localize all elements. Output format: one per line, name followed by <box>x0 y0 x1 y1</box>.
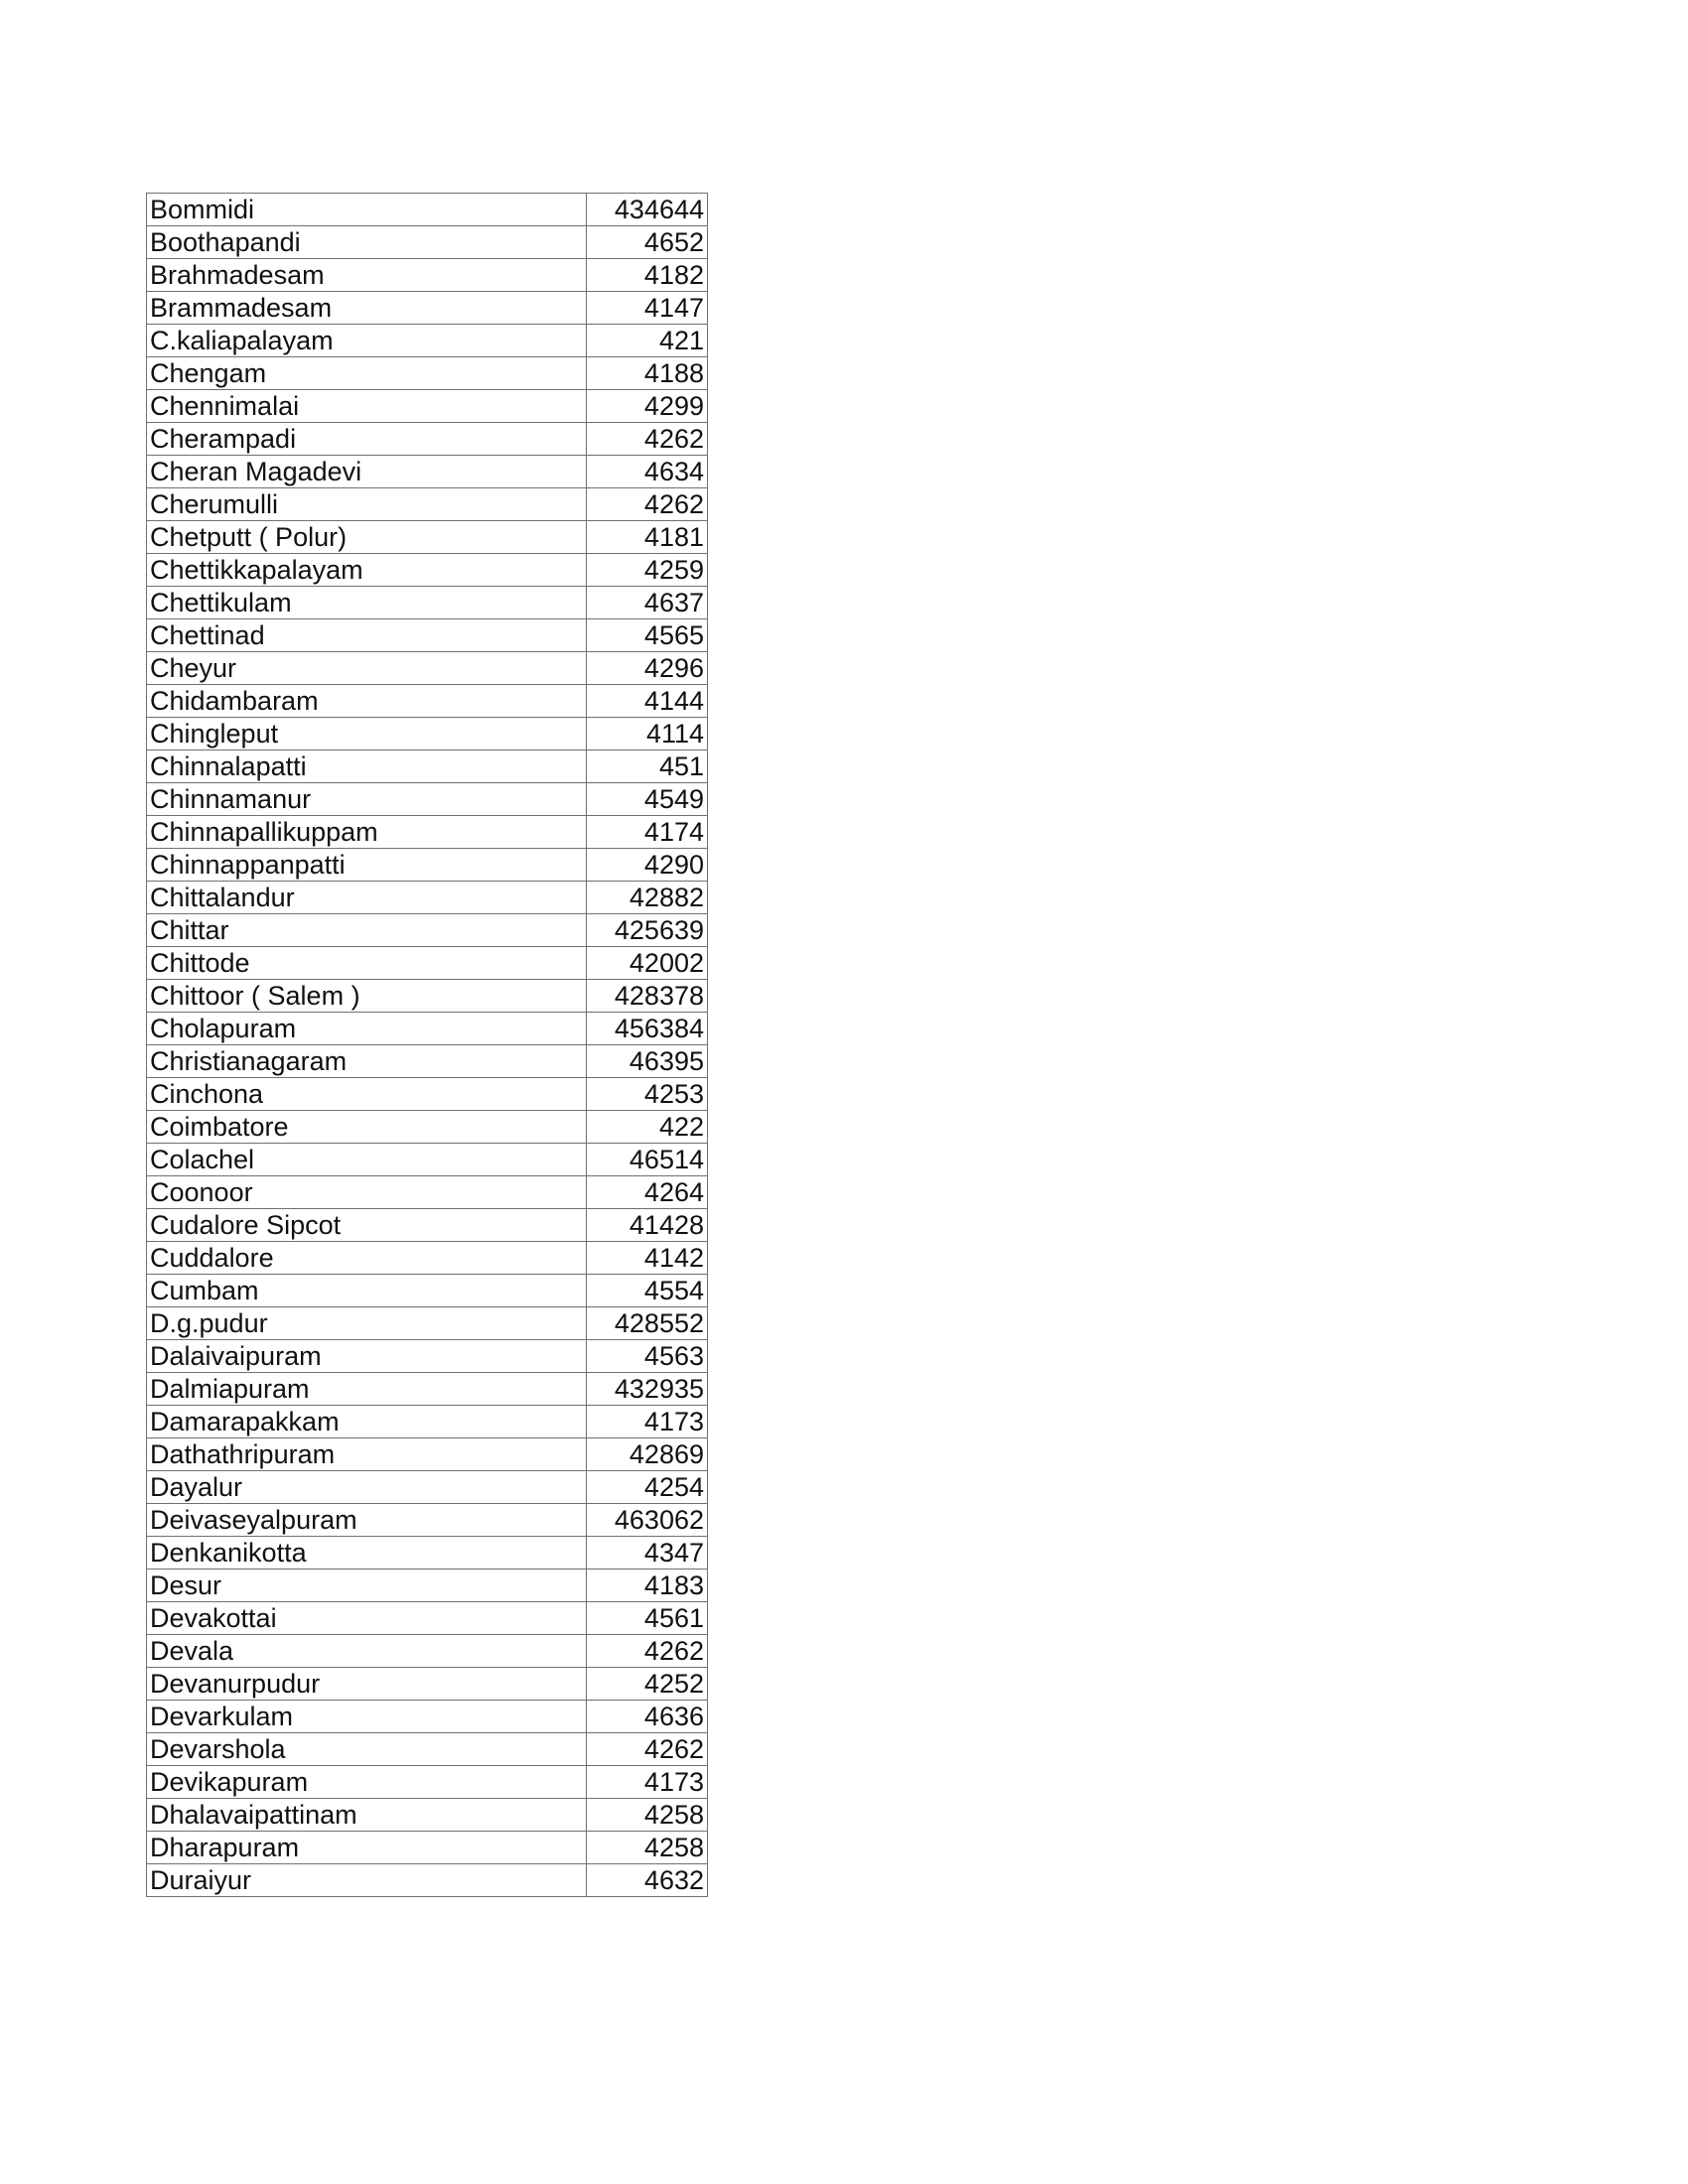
table-row <box>147 1504 708 1537</box>
code-value-cell: 4296 <box>587 652 708 685</box>
place-name-cell: Devanurpudur <box>147 1668 587 1701</box>
code-value-cell: 42882 <box>587 882 708 914</box>
code-value-cell: 451 <box>587 751 708 783</box>
code-value-cell: 4174 <box>587 816 708 849</box>
table-row <box>147 816 708 849</box>
place-name-cell: Chittar <box>147 914 587 947</box>
code-value-cell: 4632 <box>587 1864 708 1897</box>
code-value-cell: 42869 <box>587 1438 708 1471</box>
table-row <box>147 1471 708 1504</box>
table-row <box>147 1635 708 1668</box>
code-value-cell: 4549 <box>587 783 708 816</box>
place-name-cell: Devala <box>147 1635 587 1668</box>
code-value-cell: 4253 <box>587 1078 708 1111</box>
table-row <box>147 194 708 226</box>
code-value-cell: 4252 <box>587 1668 708 1701</box>
table-row <box>147 849 708 882</box>
table-row <box>147 1111 708 1144</box>
code-value-cell: 4188 <box>587 357 708 390</box>
place-name-cell: Chetputt ( Polur) <box>147 521 587 554</box>
code-value-cell: 4262 <box>587 488 708 521</box>
code-value-cell: 4254 <box>587 1471 708 1504</box>
place-name-cell: Dathathripuram <box>147 1438 587 1471</box>
code-value-cell: 4258 <box>587 1799 708 1832</box>
place-name-cell: Cudalore Sipcot <box>147 1209 587 1242</box>
place-name-cell: Cherumulli <box>147 488 587 521</box>
table-row <box>147 783 708 816</box>
place-name-cell: Devarshola <box>147 1733 587 1766</box>
place-name-cell: Chettikkapalayam <box>147 554 587 587</box>
table-row <box>147 1176 708 1209</box>
place-name-cell: Chingleput <box>147 718 587 751</box>
table-row <box>147 1045 708 1078</box>
table-row <box>147 685 708 718</box>
table-row <box>147 1799 708 1832</box>
place-name-cell: Duraiyur <box>147 1864 587 1897</box>
table-row <box>147 1307 708 1340</box>
code-value-cell: 4554 <box>587 1275 708 1307</box>
place-name-cell: Chidambaram <box>147 685 587 718</box>
code-value-cell: 4258 <box>587 1832 708 1864</box>
table-row <box>147 1602 708 1635</box>
place-name-cell: Devikapuram <box>147 1766 587 1799</box>
place-name-cell: Deivaseyalpuram <box>147 1504 587 1537</box>
place-name-cell: D.g.pudur <box>147 1307 587 1340</box>
place-name-cell: Cuddalore <box>147 1242 587 1275</box>
code-value-cell: 4114 <box>587 718 708 751</box>
table-row <box>147 1438 708 1471</box>
table-row <box>147 652 708 685</box>
table-row <box>147 488 708 521</box>
table-row <box>147 521 708 554</box>
place-name-cell: Boothapandi <box>147 226 587 259</box>
table-row <box>147 456 708 488</box>
place-name-cell: Coimbatore <box>147 1111 587 1144</box>
place-name-cell: Chinnalapatti <box>147 751 587 783</box>
place-name-cell: Cumbam <box>147 1275 587 1307</box>
table-row <box>147 1570 708 1602</box>
code-value-cell: 4142 <box>587 1242 708 1275</box>
place-name-cell: Damarapakkam <box>147 1406 587 1438</box>
code-value-cell: 428552 <box>587 1307 708 1340</box>
table-row <box>147 1340 708 1373</box>
place-name-cell: Brahmadesam <box>147 259 587 292</box>
place-name-cell: Chittalandur <box>147 882 587 914</box>
code-value-cell: 432935 <box>587 1373 708 1406</box>
table-row <box>147 587 708 619</box>
code-value-cell: 4173 <box>587 1406 708 1438</box>
code-value-cell: 4347 <box>587 1537 708 1570</box>
table-row <box>147 1733 708 1766</box>
table-row <box>147 259 708 292</box>
code-value-cell: 4636 <box>587 1701 708 1733</box>
code-value-cell: 4290 <box>587 849 708 882</box>
code-value-cell: 46395 <box>587 1045 708 1078</box>
place-name-cell: C.kaliapalayam <box>147 325 587 357</box>
place-name-cell: Desur <box>147 1570 587 1602</box>
table-row <box>147 1864 708 1897</box>
table-row <box>147 423 708 456</box>
table-row <box>147 882 708 914</box>
code-value-cell: 42002 <box>587 947 708 980</box>
code-value-cell: 456384 <box>587 1013 708 1045</box>
place-name-cell: Chennimalai <box>147 390 587 423</box>
place-name-cell: Cheran Magadevi <box>147 456 587 488</box>
table-row <box>147 1701 708 1733</box>
place-name-cell: Chittode <box>147 947 587 980</box>
table-row <box>147 619 708 652</box>
place-name-cell: Denkanikotta <box>147 1537 587 1570</box>
place-name-cell: Chettikulam <box>147 587 587 619</box>
table-row <box>147 1144 708 1176</box>
table-row <box>147 1766 708 1799</box>
code-value-cell: 46514 <box>587 1144 708 1176</box>
code-value-cell: 4173 <box>587 1766 708 1799</box>
code-value-cell: 428378 <box>587 980 708 1013</box>
code-value-cell: 4299 <box>587 390 708 423</box>
place-name-cell: Chinnamanur <box>147 783 587 816</box>
code-value-cell: 4262 <box>587 1733 708 1766</box>
table-row <box>147 554 708 587</box>
code-value-cell: 463062 <box>587 1504 708 1537</box>
code-value-cell: 4563 <box>587 1340 708 1373</box>
code-value-cell: 4652 <box>587 226 708 259</box>
table-row <box>147 1406 708 1438</box>
table-row <box>147 751 708 783</box>
table-row <box>147 1668 708 1701</box>
place-name-cell: Chittoor ( Salem ) <box>147 980 587 1013</box>
place-name-cell: Dhalavaipattinam <box>147 1799 587 1832</box>
code-value-cell: 4182 <box>587 259 708 292</box>
place-name-cell: Bommidi <box>147 194 587 226</box>
code-value-cell: 4183 <box>587 1570 708 1602</box>
place-name-cell: Dalaivaipuram <box>147 1340 587 1373</box>
place-name-cell: Chettinad <box>147 619 587 652</box>
place-name-cell: Chinnappanpatti <box>147 849 587 882</box>
code-value-cell: 4262 <box>587 423 708 456</box>
place-name-cell: Brammadesam <box>147 292 587 325</box>
table-row <box>147 1373 708 1406</box>
code-value-cell: 4144 <box>587 685 708 718</box>
code-value-cell: 4264 <box>587 1176 708 1209</box>
table-row <box>147 980 708 1013</box>
code-value-cell: 4565 <box>587 619 708 652</box>
table-row <box>147 718 708 751</box>
place-name-cell: Colachel <box>147 1144 587 1176</box>
code-value-cell: 4181 <box>587 521 708 554</box>
table-row <box>147 325 708 357</box>
table-row <box>147 1832 708 1864</box>
code-value-cell: 4634 <box>587 456 708 488</box>
table-row <box>147 390 708 423</box>
place-name-cell: Cherampadi <box>147 423 587 456</box>
table-row <box>147 947 708 980</box>
code-value-cell: 4561 <box>587 1602 708 1635</box>
place-name-cell: Dayalur <box>147 1471 587 1504</box>
place-code-table <box>146 193 708 1897</box>
table-body <box>147 194 708 1897</box>
place-name-cell: Chinnapallikuppam <box>147 816 587 849</box>
code-value-cell: 434644 <box>587 194 708 226</box>
place-name-cell: Dharapuram <box>147 1832 587 1864</box>
code-value-cell: 4262 <box>587 1635 708 1668</box>
place-name-cell: Cinchona <box>147 1078 587 1111</box>
code-value-cell: 425639 <box>587 914 708 947</box>
table-row <box>147 292 708 325</box>
table-row <box>147 1275 708 1307</box>
place-name-cell: Cheyur <box>147 652 587 685</box>
table-row <box>147 1209 708 1242</box>
code-value-cell: 41428 <box>587 1209 708 1242</box>
table-row <box>147 1537 708 1570</box>
code-value-cell: 4637 <box>587 587 708 619</box>
table-row <box>147 1078 708 1111</box>
table-row <box>147 357 708 390</box>
table-row <box>147 1242 708 1275</box>
table-row <box>147 1013 708 1045</box>
place-name-cell: Devakottai <box>147 1602 587 1635</box>
place-name-cell: Coonoor <box>147 1176 587 1209</box>
table-row <box>147 226 708 259</box>
place-name-cell: Christianagaram <box>147 1045 587 1078</box>
code-value-cell: 421 <box>587 325 708 357</box>
place-name-cell: Cholapuram <box>147 1013 587 1045</box>
code-value-cell: 4147 <box>587 292 708 325</box>
table-row <box>147 914 708 947</box>
place-name-cell: Chengam <box>147 357 587 390</box>
place-name-cell: Devarkulam <box>147 1701 587 1733</box>
code-value-cell: 422 <box>587 1111 708 1144</box>
place-name-cell: Dalmiapuram <box>147 1373 587 1406</box>
code-value-cell: 4259 <box>587 554 708 587</box>
